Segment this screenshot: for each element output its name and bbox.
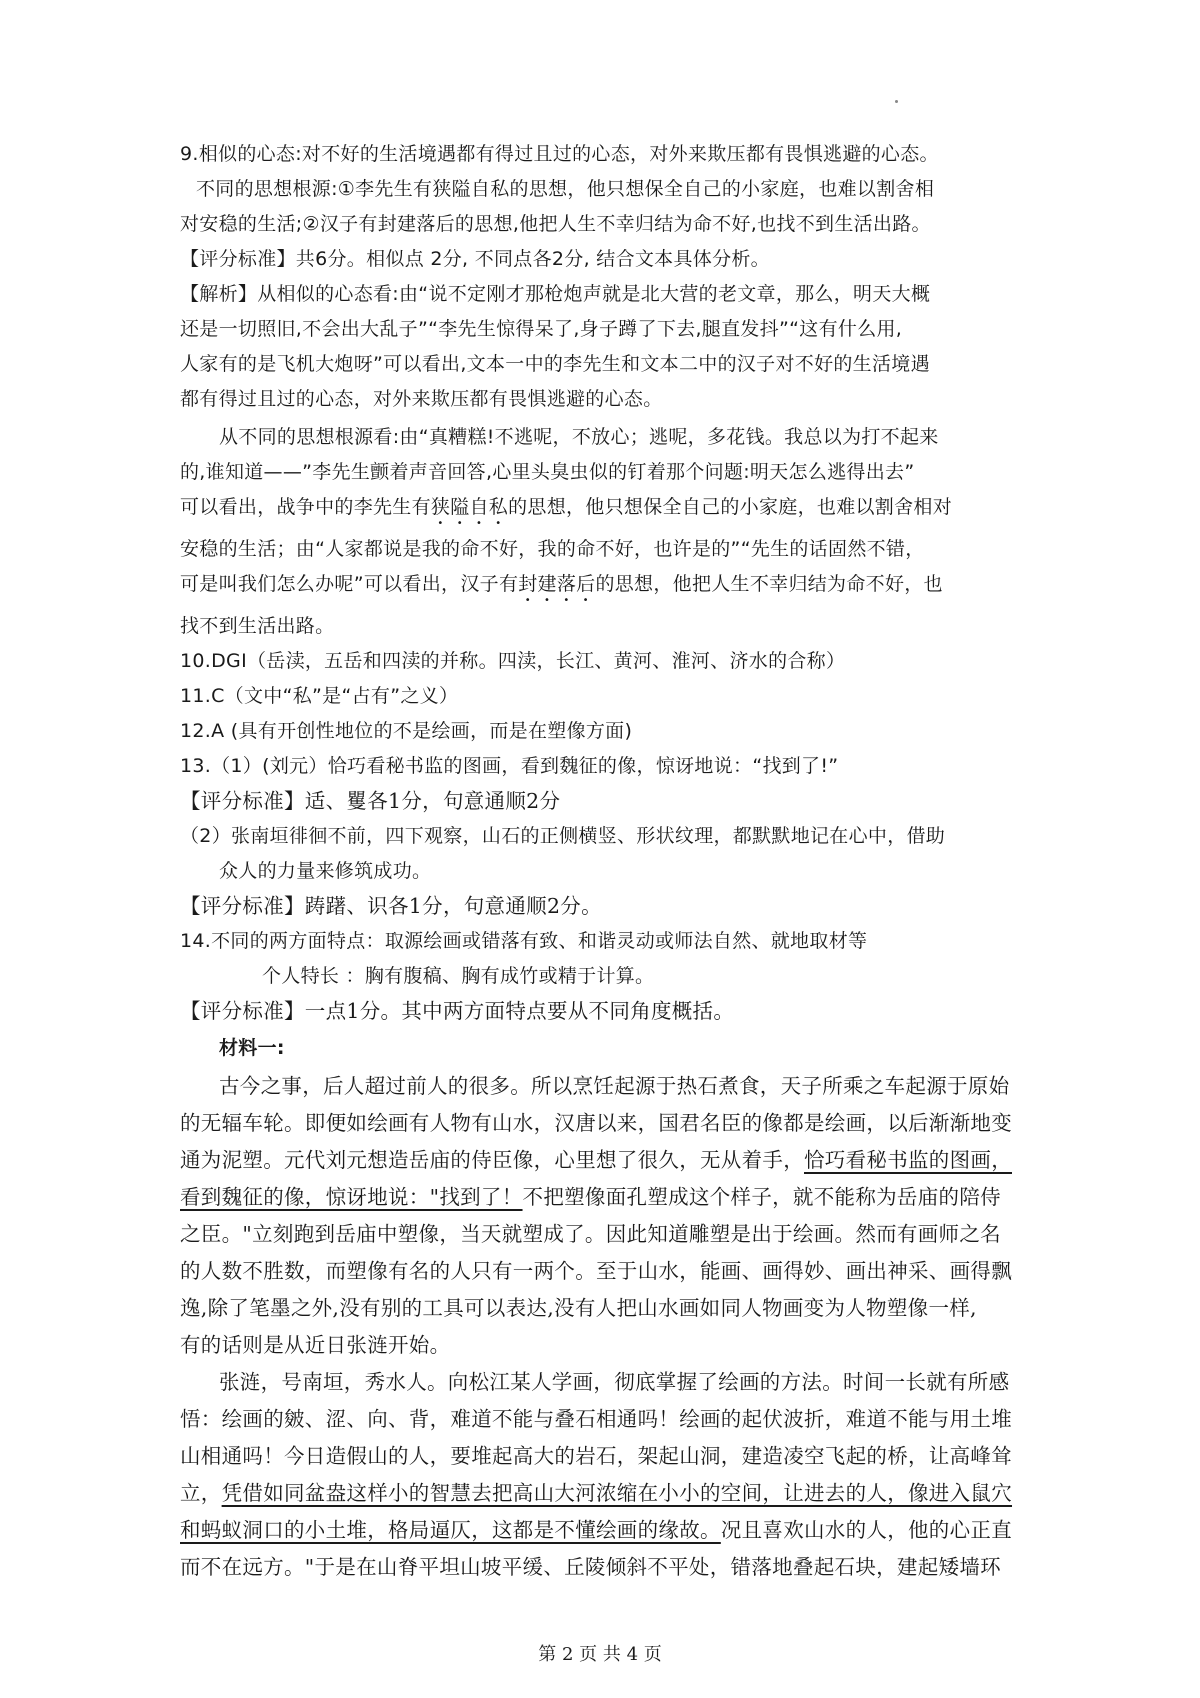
analysis-line-4: 都有得过且过的心态，对外来欺压都有畏惧逃避的心态。 <box>180 388 663 410</box>
material-text-line-12 <box>180 1478 1012 1508</box>
text-run: 不把塑像面孔塑成这个样子，就不能称为岳庙的陪侍 <box>522 1185 1001 1209</box>
text-run: 通为泥塑。元代刘元想造岳庙的侍臣像，心里想了很久，无从着手， <box>180 1148 804 1172</box>
material-text-line-11: 山相通吗！今日造假山的人，要堆起高大的岩石，架起山洞，建造凌空飞起的桥，让高峰耸 <box>180 1444 1012 1468</box>
scoring-standard-9: 【评分标准】共6分。相似点 2分, 不同点各2分, 结合文本具体分析。 <box>180 248 770 270</box>
answer-14-line-2: 个人特长 ：胸有腹稿、胸有成竹或精于计算。 <box>262 965 655 987</box>
answer-10: 10.DGI（岳渎，五岳和四渎的并称。四渎，长江、黄河、淮河、济水的合称） <box>180 650 846 672</box>
answer-13-2-line-2: 众人的力量来修筑成功。 <box>219 860 432 882</box>
analysis-line-8: 安稳的生活；由“人家都说是我的命不好，我的命不好，也许是的”“先生的话固然不错， <box>180 538 925 560</box>
analysis-line-5: 从不同的思想根源看:由“真糟糕!不逃呢，不放心；逃呢，多花钱。我总以为打不起来 <box>219 426 939 448</box>
answer-14-line-1: 14.不同的两方面特点：取源绘画或错落有致、和谐灵动或师法自然、就地取材等 <box>180 930 868 952</box>
material-text-line-5: 之臣。"立刻跑到岳庙中塑像，当天就塑成了。因此知道雕塑是出于绘画。然而有画师之名 <box>180 1222 1001 1246</box>
analysis-line-7 <box>180 492 952 529</box>
material-text-line-7: 逸,除了笔墨之外,没有别的工具可以表达,没有人把山水画如同人物画变为人物塑像一样, <box>180 1296 977 1320</box>
answer-9-line: 9.相似的心态:对不好的生活境遇都有得过且过的心态，对外来欺压都有畏惧逃避的心态。 <box>180 143 939 165</box>
scoring-standard-14: 【评分标准】一点1分。其中两方面特点要从不同角度概括。 <box>180 999 735 1023</box>
material-text-line-10: 悟：绘画的皴、涩、向、背，难道不能与叠石相通吗！绘画的起伏波折，难道不能与用土堆 <box>180 1407 1012 1431</box>
analysis-line-6: 的,谁知道——”李先生颤着声音回答,心里头臭虫似的钉着那个问题:明天怎么逃得出去” <box>180 461 915 483</box>
material-text-line-14: 而不在远方。"于是在山脊平坦山坡平缓、丘陵倾斜不平处，错落地叠起石块，建起矮墙环 <box>180 1555 1001 1579</box>
text-run: 可是叫我们怎么办呢”可以看出，汉子有 <box>180 573 519 595</box>
material-text-line-9: 张涟，号南垣，秀水人。向松江某人学画，彻底掌握了绘画的方法。时间一长就有所感 <box>219 1370 1010 1394</box>
material-text-line-13 <box>180 1515 1012 1545</box>
scoring-standard-13-2: 【评分标准】踌躇、识各1分，句意通顺2分。 <box>180 894 602 918</box>
text-run: 的思想，他只想保全自己的小家庭，也难以割舍相对 <box>508 496 953 518</box>
analysis-line-9 <box>180 569 943 606</box>
underlined-text: 恰巧看秘书监的图画， <box>804 1148 1012 1172</box>
answer-13-1: 13.（1）(刘元）恰巧看秘书监的图画，看到魏征的像，惊讶地说：“找到了!” <box>180 755 839 777</box>
answer-11: 11.C（文中“私”是“占有”之义） <box>180 685 459 707</box>
analysis-line-1: 【解析】从相似的心态看:由“说不定刚才那枪炮声就是北大营的老文章，那么，明天大概 <box>180 283 931 305</box>
material-text-line-8: 有的话则是从近日张涟开始。 <box>180 1333 451 1357</box>
text-run: 的思想，他把人生不幸归结为命不好，也 <box>595 573 943 595</box>
scan-speck <box>895 100 898 103</box>
emphasized-text: 封建落后 <box>518 573 596 595</box>
underlined-text: 看到魏征的像，惊讶地说："找到了！ <box>180 1185 523 1209</box>
material-text-line-3 <box>180 1145 1012 1175</box>
analysis-line-10: 找不到生活出路。 <box>180 615 335 637</box>
material-text-line-2: 的无辐车轮。即便如绘画有人物有山水，汉唐以来，国君名臣的像都是绘画，以后渐渐地变 <box>180 1111 1012 1135</box>
answer-9-diff-line-1: 不同的思想根源:①李先生有狭隘自私的思想，他只想保全自己的小家庭，也难以割舍相 <box>196 178 935 200</box>
page-number-footer: 第 2 页 共 4 页 <box>538 1644 662 1665</box>
scoring-standard-13-1: 【评分标准】适、矍各1分，句意通顺2分 <box>180 789 561 813</box>
analysis-line-2: 还是一切照旧,不会出大乱子”“李先生惊得呆了,身子蹲了下去,腿直发抖”“这有什么用, <box>180 318 903 340</box>
answer-9-diff-line-2: 对安稳的生活;②汉子有封建落后的思想,他把人生不幸归结为命不好,也找不到生活出路。 <box>180 213 931 235</box>
underlined-text: 和蚂蚁洞口的小土堆，格局逼仄，这都是不懂绘画的缘故。 <box>180 1518 721 1542</box>
underlined-text: 凭借如同盆盎这样小的智慧去把高山大河浓缩在小小的空间，让进去的人，像进入鼠穴 <box>221 1481 1013 1505</box>
material-text-line-4 <box>180 1182 1001 1212</box>
material-text-line-6: 的人数不胜数，而塑像有名的人只有一两个。至于山水，能画、画得妙、画出神采、画得飘 <box>180 1259 1012 1283</box>
material-one-heading: 材料一: <box>219 1037 285 1059</box>
text-run: 可以看出，战争中的李先生有 <box>180 496 431 518</box>
text-run: 立， <box>180 1481 222 1505</box>
answer-13-2-line-1: （2）张南垣徘徊不前，四下观察，山石的正侧横竖、形状纹理，都默默地记在心中，借助 <box>180 825 946 847</box>
text-run: 况且喜欢山水的人，他的心正直 <box>720 1518 1013 1542</box>
analysis-line-3: 人家有的是飞机大炮呀”可以看出,文本一中的李先生和文本二中的汉子对不好的生活境遇 <box>180 353 930 375</box>
emphasized-text: 狭隘自私 <box>430 496 509 518</box>
answer-12: 12.A (具有开创性地位的不是绘画，而是在塑像方面) <box>180 720 633 742</box>
material-text-line-1: 古今之事，后人超过前人的很多。所以烹饪起源于热石煮食，天子所乘之车起源于原始 <box>219 1074 1010 1098</box>
